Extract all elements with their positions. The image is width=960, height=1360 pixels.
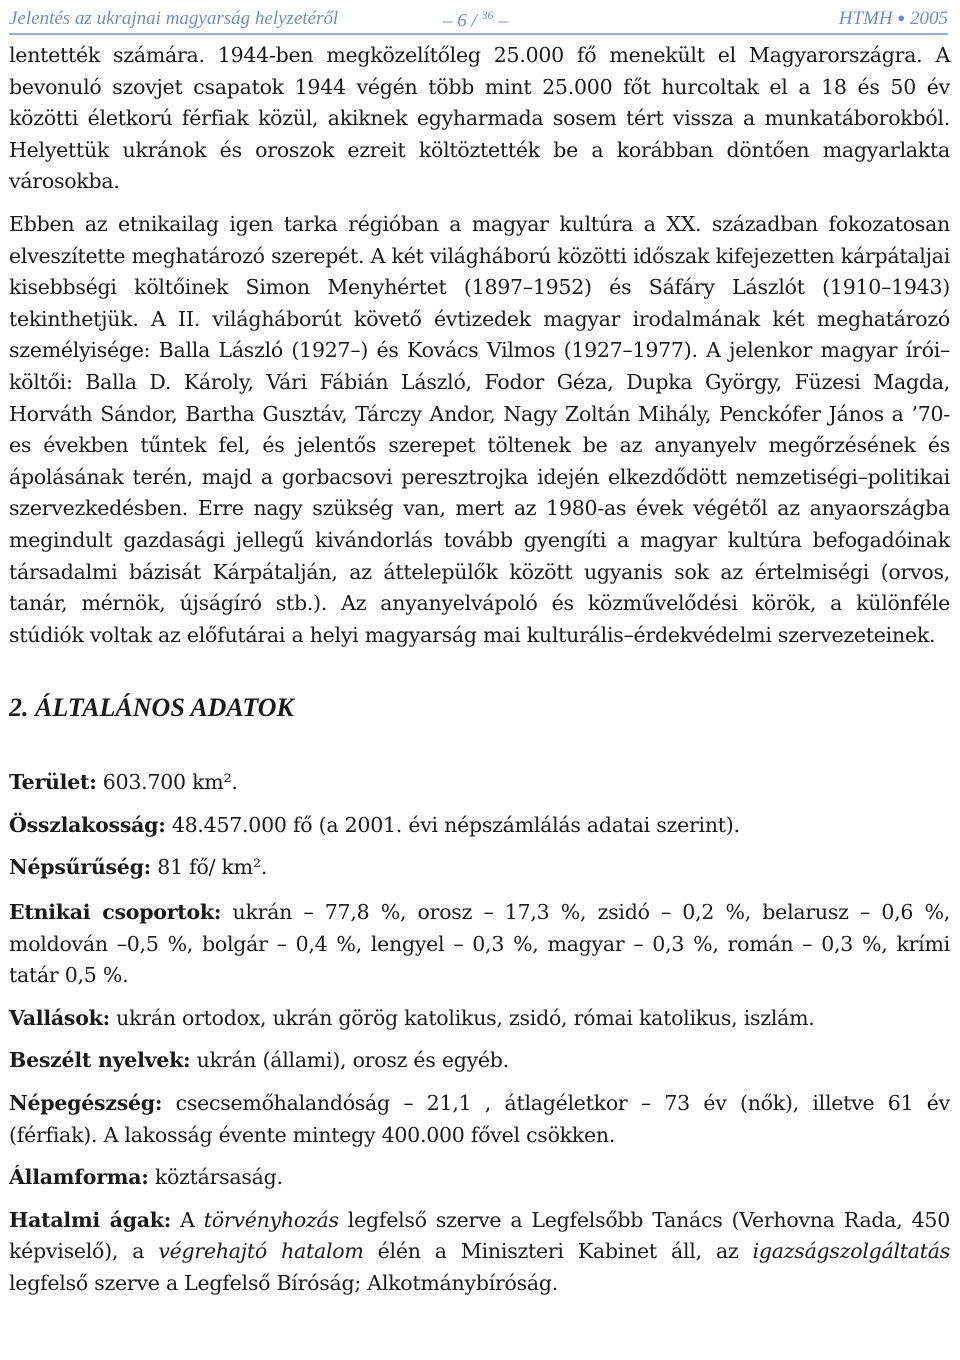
fact-value: ukrán ortodox, ukrán görög katolikus, zsidó, római katolikus, iszlám.: [109, 1005, 815, 1030]
fact-religions: [9, 1003, 950, 1035]
fact-label: Terület:: [9, 770, 97, 795]
fact-label: Vallások:: [9, 1005, 110, 1030]
fact-population: [9, 810, 950, 842]
page-separator: /: [466, 10, 482, 32]
fact-density: [9, 852, 950, 884]
fact-value: csecsemőhalandóság – 21,1 , átlagéletkor – 73 év (nők), illetve 61 év (férfiak). A lakosság évente mintegy 400.000 fővel csökken.: [9, 1091, 950, 1147]
header-org: [839, 8, 948, 30]
fact-text: A: [171, 1207, 204, 1232]
fact-text: élén a Miniszteri Kabinet áll, az: [363, 1239, 753, 1264]
fact-ethnic-groups: [9, 897, 950, 992]
fact-label: Beszélt nyelvek:: [9, 1048, 191, 1073]
bullet-icon: ●: [897, 10, 906, 25]
page-body: [9, 40, 950, 1300]
fact-label: Hatalmi ágak:: [9, 1207, 172, 1232]
fact-value: 81 fő/ km².: [151, 855, 268, 880]
fact-value: ukrán – 77,8 %, orosz – 17,3 %, zsidó – 0,2 %, belarusz – 0,6 %, moldován –0,5 %, bolgár – 0,4 %, lengyel – 0,3 %, magyar – 0,3 %, román – 0,3 %, krími tatár 0,5 %.: [9, 900, 950, 988]
fact-government-form: [9, 1162, 950, 1194]
fact-languages: [9, 1045, 950, 1077]
org-name: HTMH: [838, 8, 893, 29]
fact-area: [9, 767, 950, 799]
fact-label: Népsűrűség:: [9, 855, 152, 880]
section-title: 2. ÁLTALÁNOS ADATOK: [9, 693, 294, 723]
fact-emphasis: végrehajtó hatalom: [158, 1239, 364, 1264]
page-header: [9, 4, 948, 32]
fact-value: köztársaság.: [148, 1165, 283, 1190]
fact-label: Etnikai csoportok:: [9, 900, 222, 925]
fact-value: ukrán (állami), orosz és egyéb.: [190, 1048, 509, 1073]
general-data-list: [9, 767, 950, 1299]
fact-text: legfelső szerve a Legfelső Bíróság; Alkotmánybíróság.: [9, 1271, 559, 1295]
document-title: Jelentés az ukrajnai magyarság helyzetéről: [9, 8, 339, 29]
fact-label: Összlakosság:: [9, 812, 166, 837]
page-total: 36: [481, 8, 494, 22]
fact-label: Államforma:: [9, 1165, 149, 1190]
fact-value: 603.700 km².: [96, 770, 238, 795]
paragraph-culture: Ebben az etnikailag igen tarka régióban a magyar kultúra a XX. században fokozatosan elveszítette meghatározó szerepét. A két világháború közötti időszak kifejezetten kárpátaljai kisebbségi költőinek Simon Menyhértet (1897–1952) és Sáfáry Lászlót (1910–1943) tekinthetjük. A II. világháborút követő évtizedek magyar irodalmának két meghatározó személyisége: Balla László (1927–) és Kovács Vilmos (1927–1977). A jelenkor magyar írói–költői: Balla D. Károly, Vári Fábián László, Fodor Géza, Dupka György, Füzesi Magda, Horváth Sándor, Bartha Gusztáv, Tárczy Andor, Nagy Zoltán Mihály, Penckófer János a ’70-es években tűntek fel, és jelentős szerepet töltenek be az anyanyelv megőrzésének és ápolásának terén, majd a gorbacsovi peresztrojka idején elkezdődött nemzetiségi–politikai szervezkedésben. Erre nagy szükség van, mert az 1980-as évek végétől az anyaországba megindult gazdasági jellegű kivándorlás tovább gyengíti a magyar kultúra befogadóinak társadalmi bázisát Kárpátalján, az áttelepülők között ugyanis sok az értelmiségi (orvos, tanár, mérnök, újságíró stb.). Az anyanyelvápoló és közművelődési körök, a különféle stúdiók voltak az előfutárai a helyi magyarság mai kulturális–érdekvédelmi szervezeteinek.: [9, 211, 950, 647]
fact-branches-of-power: [9, 1205, 950, 1300]
paragraph-history: lentették számára. 1944-ben megközelítőleg 25.000 fő menekült el Magyarországra. A bevonuló szovjet csapatok 1944 végén több mint 25.000 főt hurcoltak el a 18 és 50 év közötti életkorú férfiak közül, akiknek egyharmada sosem tért vissza a munkatáborokból. Helyettük ukránok és oroszok ezreit költöztették be a korábban döntően magyarlakta városokba.: [9, 43, 950, 194]
header-divider: [9, 33, 948, 35]
page-current: 6: [457, 10, 467, 32]
fact-value: 48.457.000 fő (a 2001. évi népszámlálás adatai szerint).: [165, 812, 740, 837]
fact-emphasis: igazságszolgáltatás: [752, 1239, 950, 1264]
fact-public-health: [9, 1088, 950, 1151]
header-year: 2005: [910, 8, 948, 29]
fact-emphasis: törvényhozás: [203, 1207, 339, 1232]
page-number: – 6 / $^{36}$ –: [443, 8, 508, 32]
fact-label: Népegészség:: [9, 1091, 163, 1116]
fact-text: legfelső szerve a Legfelsőbb Tanács (Verhovna Rada, 450 képviselő), a: [9, 1207, 950, 1264]
